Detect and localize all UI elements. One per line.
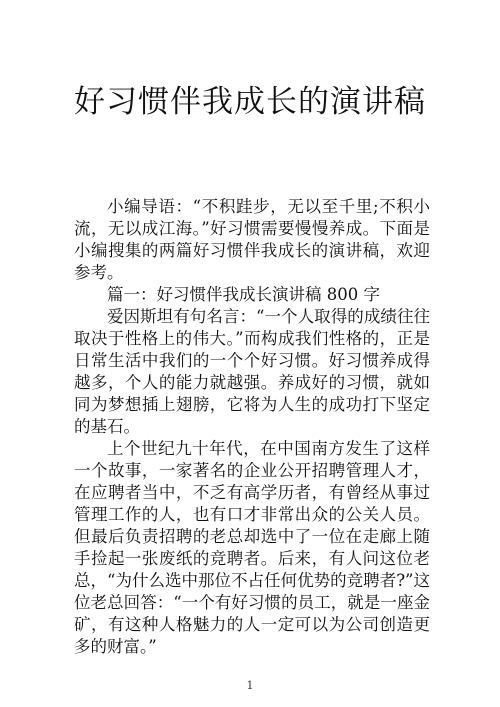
intro-paragraph: 小编导语：“不积跬步，无以至千里;不积小流，无以成江海。”好习惯需要慢慢养成。下面是小编搜集的两篇好习惯伴我成长的演讲稿，欢迎参考。 (74, 197, 430, 282)
body-paragraph-2: 上个世纪九十年代，在中国南方发生了这样一个故事，一家著名的企业公开招聘管理人才，在应聘者当中，不乏有高学历者，有曾经从事过管理工作的人，也有口才非常出众的公关人员。但最后负责招聘的老总却选中了一位在走廊上随手捡起一张废纸的竞聘者。后来，有人问这位老总，“为什么选中那位不占任何优势的竞聘者?”这位老总回答：“一个有好习惯的员工，就是一座金矿，有这种人格魅力的人一定可以为公司创造更多的财富。” (74, 439, 430, 656)
body-paragraph-1: 爱因斯坦有句名言：“一个人取得的成绩往往取决于性格上的伟大。”而构成我们性格的，正是日常生活中我们的一个个好习惯。好习惯养成得越多，个人的能力就越强。养成好的习惯，就如同为梦想插上翅膀，它将为人生的成功打下坚定的基石。 (74, 307, 430, 436)
document-title: 好习惯伴我成长的演讲稿 (74, 84, 426, 120)
document-body (74, 196, 430, 658)
page-number: 1 (246, 679, 254, 692)
section-heading: 篇一：好习惯伴我成长演讲稿 800 字 (107, 285, 380, 304)
